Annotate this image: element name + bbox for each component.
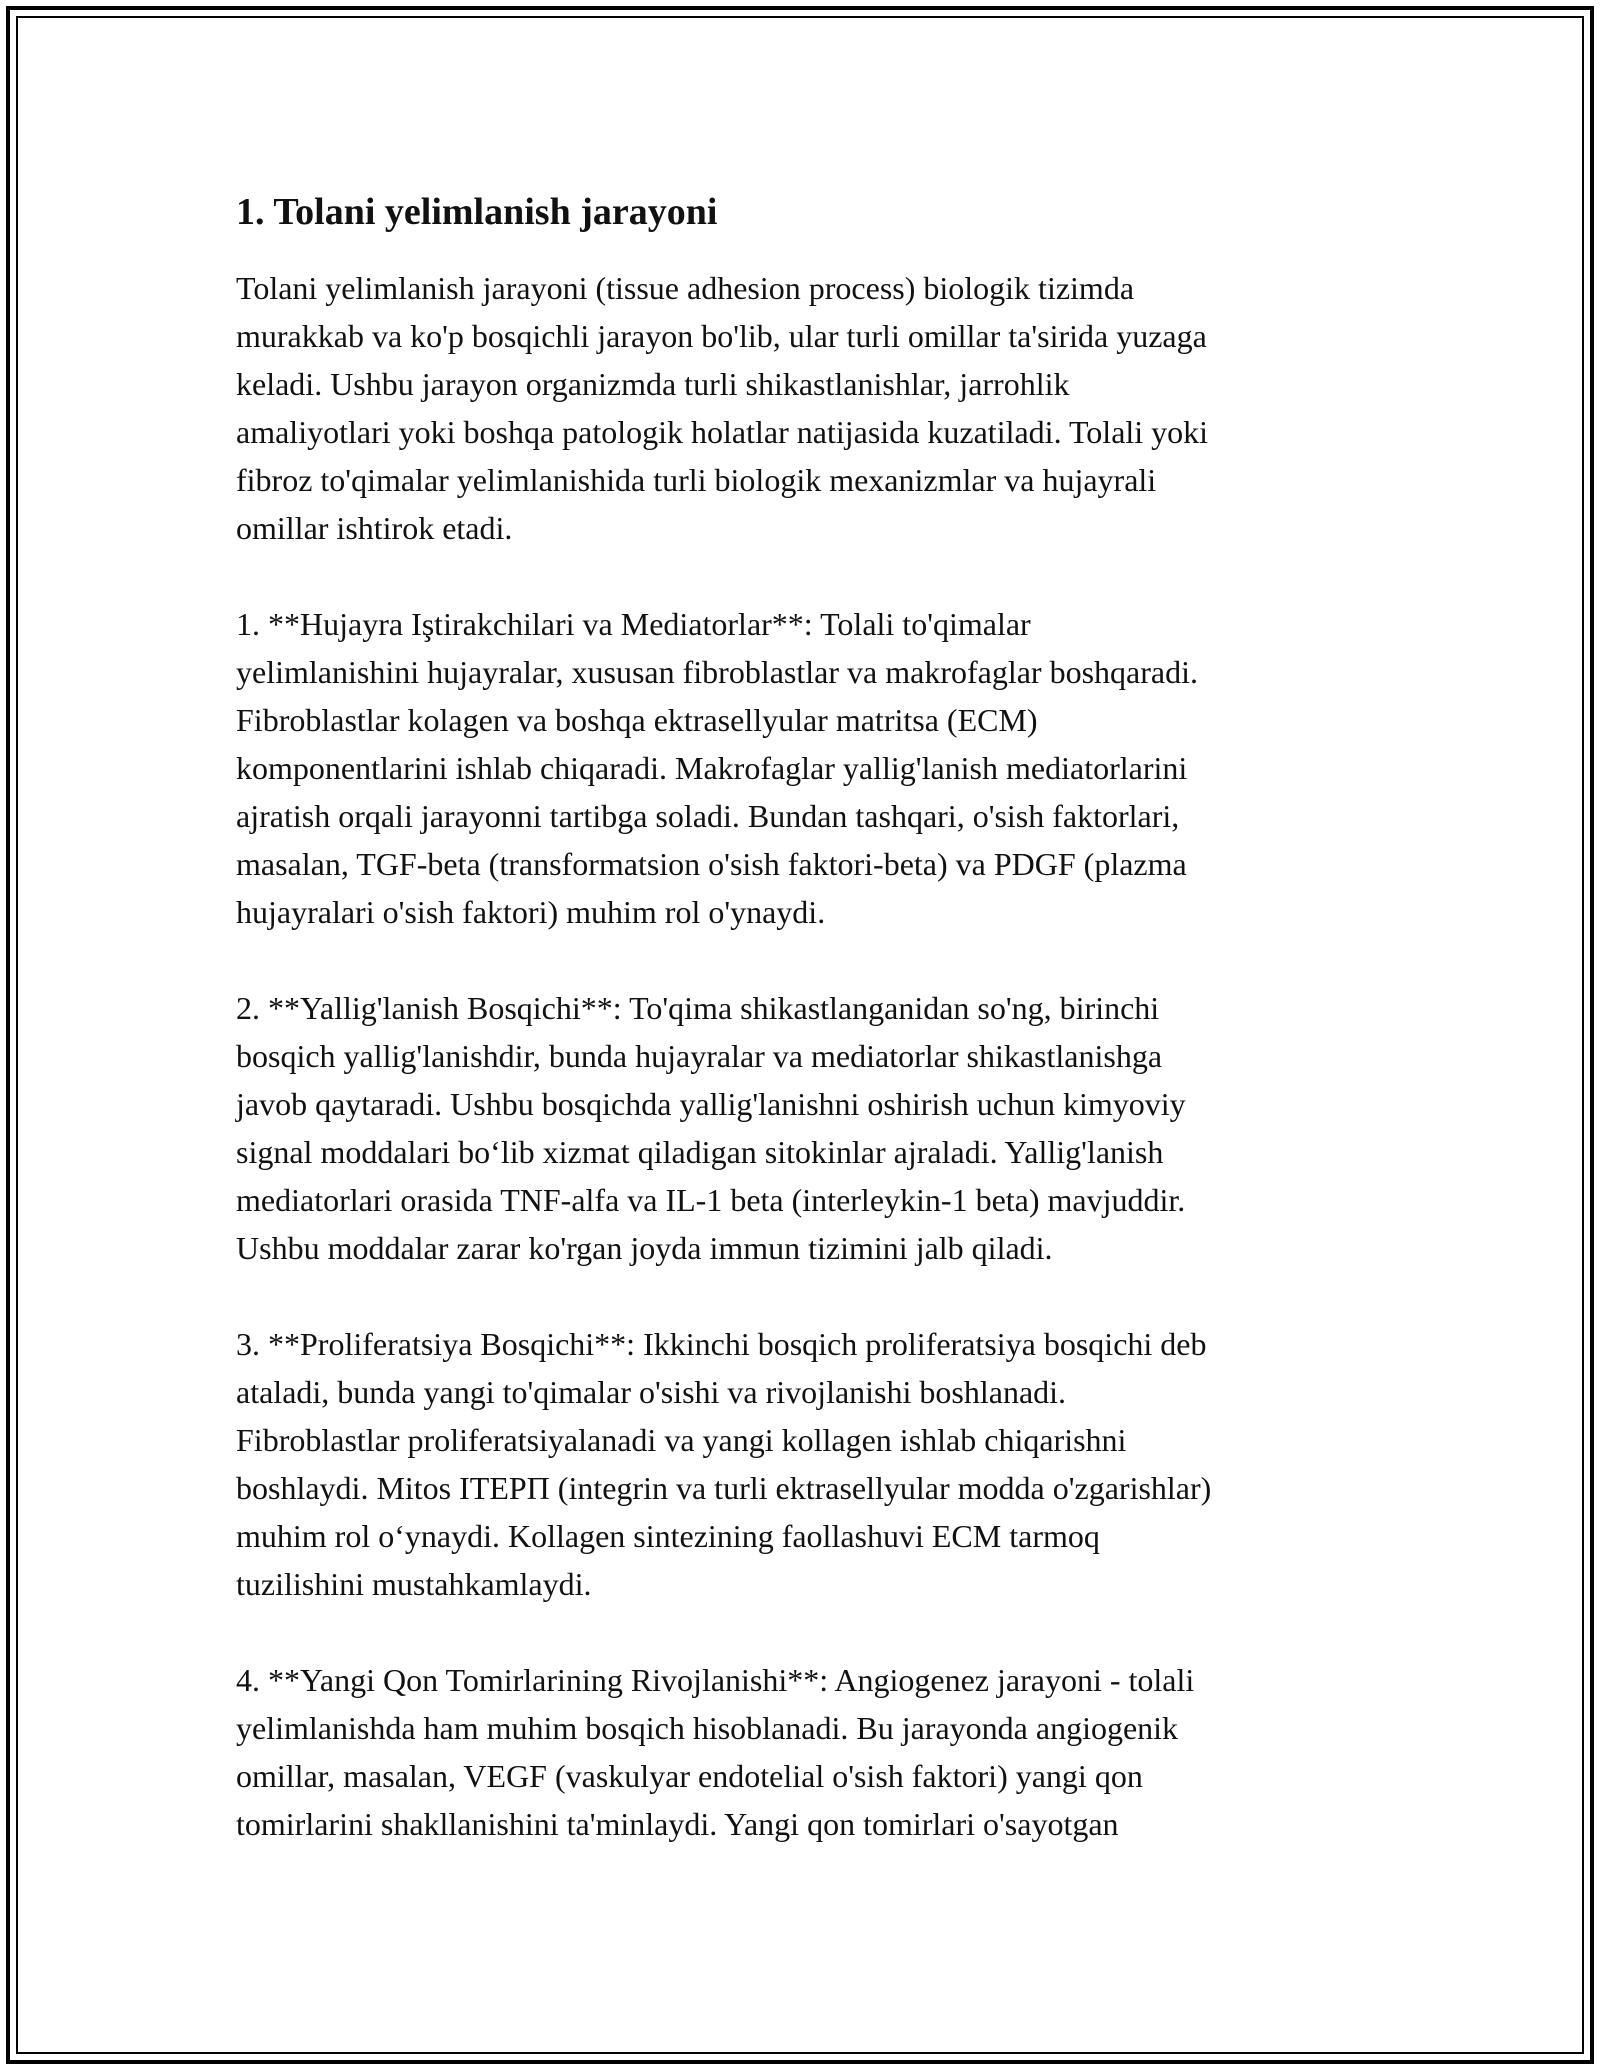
section-heading: 1. Tolani yelimlanish jarayoni (236, 191, 718, 233)
list-item-proliferation-stage: 3. **Proliferatsiya Bosqichi**: Ikkinchi bosqich proliferatsiya bosqichi deb ataladi, bunda yangi to'qimalar o'sishi va rivojlanishi boshlanadi. Fibroblastlar proliferatsiyalanadi va yangi kollagen ishlab chiqarishni boshlaydi. Mitos ITEPΠ (integrin va turli ektrasellyular modda o'zgarishlar) muhim rol o‘ynaydi. Kollagen sintezining faollashuvi ECM tarmoq tuzilishini mustahkamlaydi. (236, 1326, 1212, 1602)
list-item-angiogenesis: 4. **Yangi Qon Tomirlarining Rivojlanishi**: Angiogenez jarayoni - tolali yelimlanishda ham muhim bosqich hisoblanadi. Bu jarayonda angiogenik omillar, masalan, VEGF (vaskulyar endotelial o'sish faktori) yangi qon tomirlarini shakllanishini ta'minlaydi. Yangi qon tomirlari o'sayotgan (236, 1662, 1195, 1842)
list-item-cell-participants: 1. **Hujayra Iştirakchilari va Mediatorlar**: Tolali to'qimalar yelimlanishini hujayralar, xususan fibroblastlar va makrofaglar boshqaradi. Fibroblastlar kolagen va boshqa ektrasellyular matritsa (ECM) komponentlarini ishlab chiqaradi. Makrofaglar yallig'lanish mediatorlarini ajratish orqali jarayonni tartibga soladi. Bundan tashqari, o'sish faktorlari, masalan, TGF-beta (transformatsion o'sish faktori-beta) va PDGF (plazma hujayralari o'sish faktori) muhim rol o'ynaydi. (236, 606, 1198, 930)
list-item-inflammation-stage: 2. **Yallig'lanish Bosqichi**: To'qima shikastlanganidan so'ng, birinchi bosqich yallig'lanishdir, bunda hujayralar va mediatorlar shikastlanishga javob qaytaradi. Ushbu bosqichda yallig'lanishni oshirish uchun kimyoviy signal moddalari bo‘lib xizmat qiladigan sitokinlar ajraladi. Yallig'lanish mediatorlari orasida TNF-alfa va IL-1 beta (interleykin-1 beta) mavjuddir. Ushbu moddalar zarar ko'rgan joyda immun tizimini jalb qiladi. (236, 990, 1186, 1266)
intro-paragraph: Tolani yelimlanish jarayoni (tissue adhesion process) biologik tizimda murakkab va ko'p bosqichli jarayon bo'lib, ular turli omillar ta'sirida yuzaga keladi. Ushbu jarayon organizmda turli shikastlanishlar, jarrohlik amaliyotlari yoki boshqa patologik holatlar natijasida kuzatiladi. Tolali yoki fibroz to'qimalar yelimlanishida turli biologik mexanizmlar va hujayrali omillar ishtirok etadi. (236, 270, 1209, 546)
document-body (236, 186, 1376, 1896)
